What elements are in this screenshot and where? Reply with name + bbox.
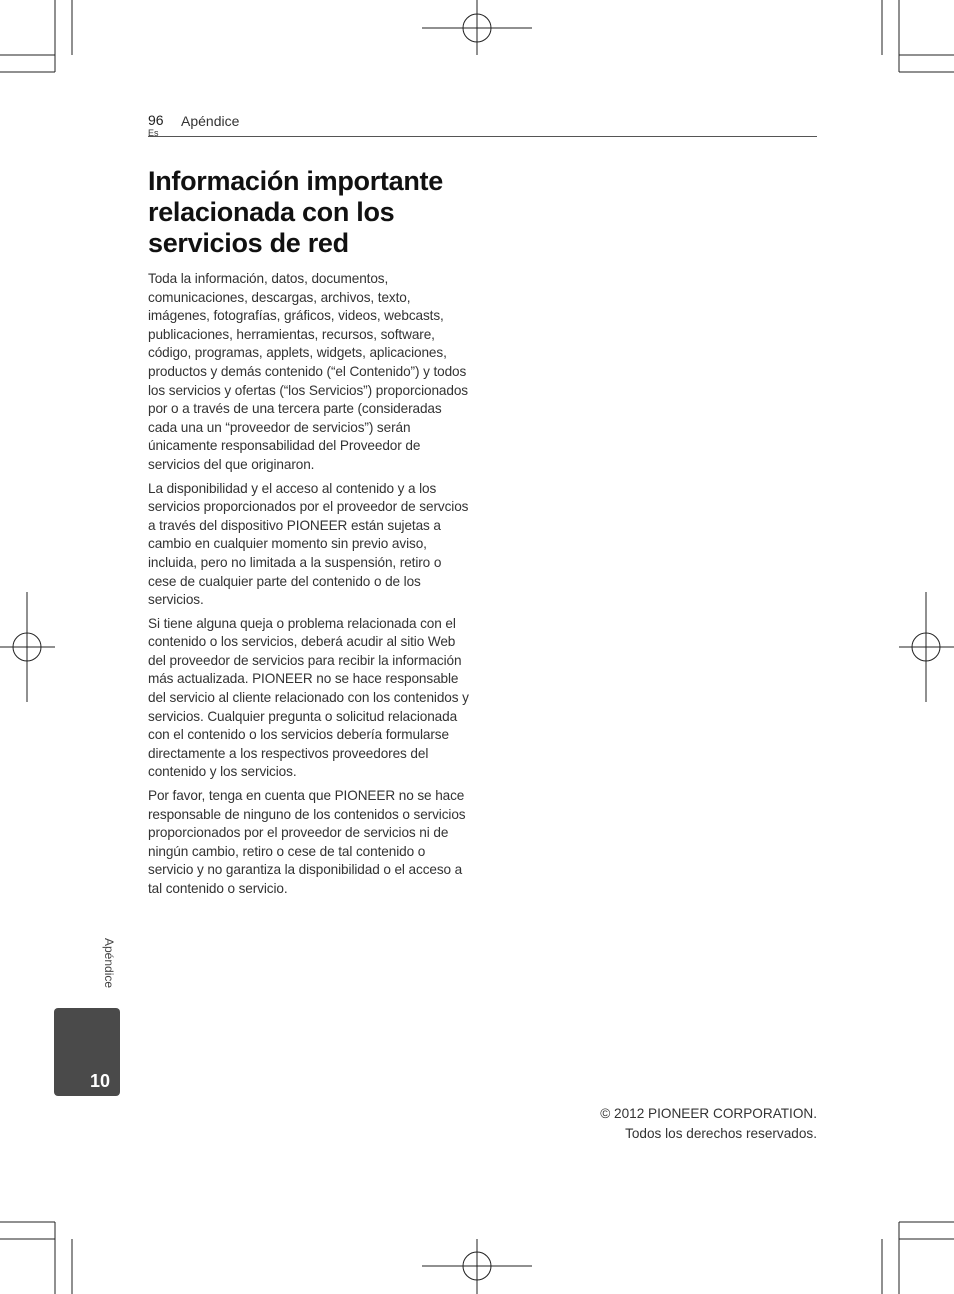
registration-mark-top xyxy=(422,0,532,55)
paragraph: Toda la información, datos, documentos, comunicaciones, descargas, archivos, texto, imágenes, fotografías, gráficos, videos, webcasts, publicaciones, herramientas, recursos, software, código, programas, applets, widgets, aplicaciones, productos y demás contenido (“el Contenido”) y todos los servicios y ofertas (“los Servicios”) proporcionados por o a través de una tercera parte (consideradas cada una un “proveedor de servicios”) serán únicamente responsabilidad del Proveedor de servicios del que originaron. xyxy=(148,271,469,472)
paragraph: Por favor, tenga en cuenta que PIONEER no se hace responsable de ninguno de los contenidos o servicios proporcionados por el proveedor de servicios ni de ningún cambio, retiro o cese de tal contenido o servicio y no garantiza la disponibilidad o el acceso a tal contenido o servicio. xyxy=(148,788,466,896)
rights-line: Todos los derechos reservados. xyxy=(625,1126,817,1141)
copyright-line: © 2012 PIONEER CORPORATION. xyxy=(600,1106,817,1121)
paragraph: Si tiene alguna queja o problema relacionada con el contenido o los servicios, deberá acudir al sitio Web del proveedor de servicios para recibir la información más actualizada. PIONEER no se hace responsable del servicio al cliente relacionado con los contenidos y servicios. Cualquier pregunta o solicitud relacionada con el contenido o los servicios debería formularse directamente a los respectivos proveedores del contenido y los servicios. xyxy=(148,615,469,780)
registration-mark-bottom xyxy=(422,1239,532,1294)
page-header xyxy=(148,112,817,137)
registration-mark-left xyxy=(0,592,55,702)
page-number: 96 xyxy=(148,112,164,128)
page-title: Información importante relacionada con los servicios de red xyxy=(148,166,443,258)
section-name: Apéndice xyxy=(181,113,240,129)
side-tab xyxy=(54,1008,120,1096)
language-code: Es xyxy=(148,128,159,138)
copyright-notice xyxy=(600,1104,817,1144)
side-tab-label: Apéndice xyxy=(102,938,116,989)
chapter-number: 10 xyxy=(89,1071,110,1091)
paragraph: La disponibilidad y el acceso al contenido y a los servicios proporcionados por el proveedor de servcios a través del dispositivo PIONEER están sujetas a cambio en cualquier momento sin previo aviso, incluida, pero no limitada a la suspensión, retiro o cese de cualquier parte del contenido o de los servicios. xyxy=(148,480,469,608)
registration-mark-right xyxy=(899,592,954,702)
body-text xyxy=(148,270,470,904)
